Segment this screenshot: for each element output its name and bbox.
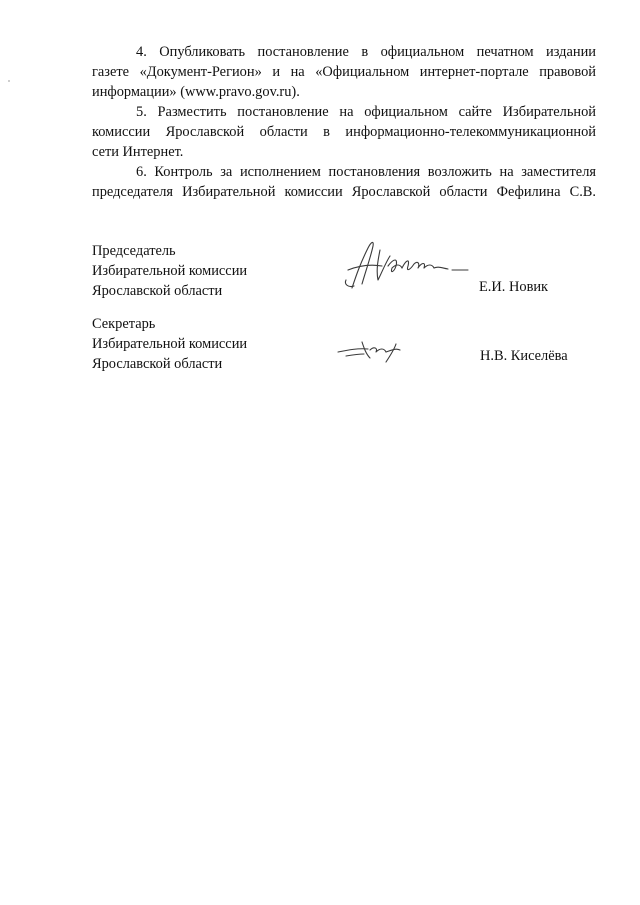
paragraph-line: 6. Контроль за исполнением постановления возложить на заместителя — [136, 164, 596, 180]
chairman-name: Е.И. Новик — [479, 279, 549, 295]
paragraph-line: председателя Избирательной комиссии Ярославской области Фефилина С.В. — [92, 184, 596, 200]
secretary-title-line: Ярославской области — [92, 356, 223, 372]
secretary-title — [92, 314, 247, 374]
paragraph-line: сети Интернет. — [92, 144, 184, 160]
paragraph-line: информации» (www.pravo.gov.ru). — [92, 84, 300, 100]
chairman-title-line: Ярославской области — [92, 283, 223, 299]
secretary-handwritten-signature — [336, 338, 416, 364]
chairman-title-line: Избирательной комиссии — [92, 263, 248, 279]
secretary-title-line: Избирательной комиссии — [92, 336, 248, 352]
secretary-name: Н.В. Киселёва — [480, 348, 568, 364]
secretary-title-line: Секретарь — [92, 316, 156, 332]
scan-speck — [8, 80, 10, 82]
paragraph-4 — [92, 42, 596, 102]
chairman-title — [92, 241, 247, 301]
paragraph-line: 4. Опубликовать постановление в официальном печатном издании — [136, 44, 596, 60]
paragraph-line: комиссии Ярославской области в информационно-телекоммуникационной — [92, 124, 596, 140]
paragraph-6 — [92, 162, 596, 202]
chairman-title-line: Председатель — [92, 243, 176, 259]
paragraph-line: 5. Разместить постановление на официальном сайте Избирательной — [136, 104, 596, 120]
paragraph-line: газете «Документ-Регион» и на «Официальном интернет-портале правовой — [92, 64, 596, 80]
chairman-handwritten-signature — [338, 236, 488, 296]
paragraph-5 — [92, 102, 596, 162]
